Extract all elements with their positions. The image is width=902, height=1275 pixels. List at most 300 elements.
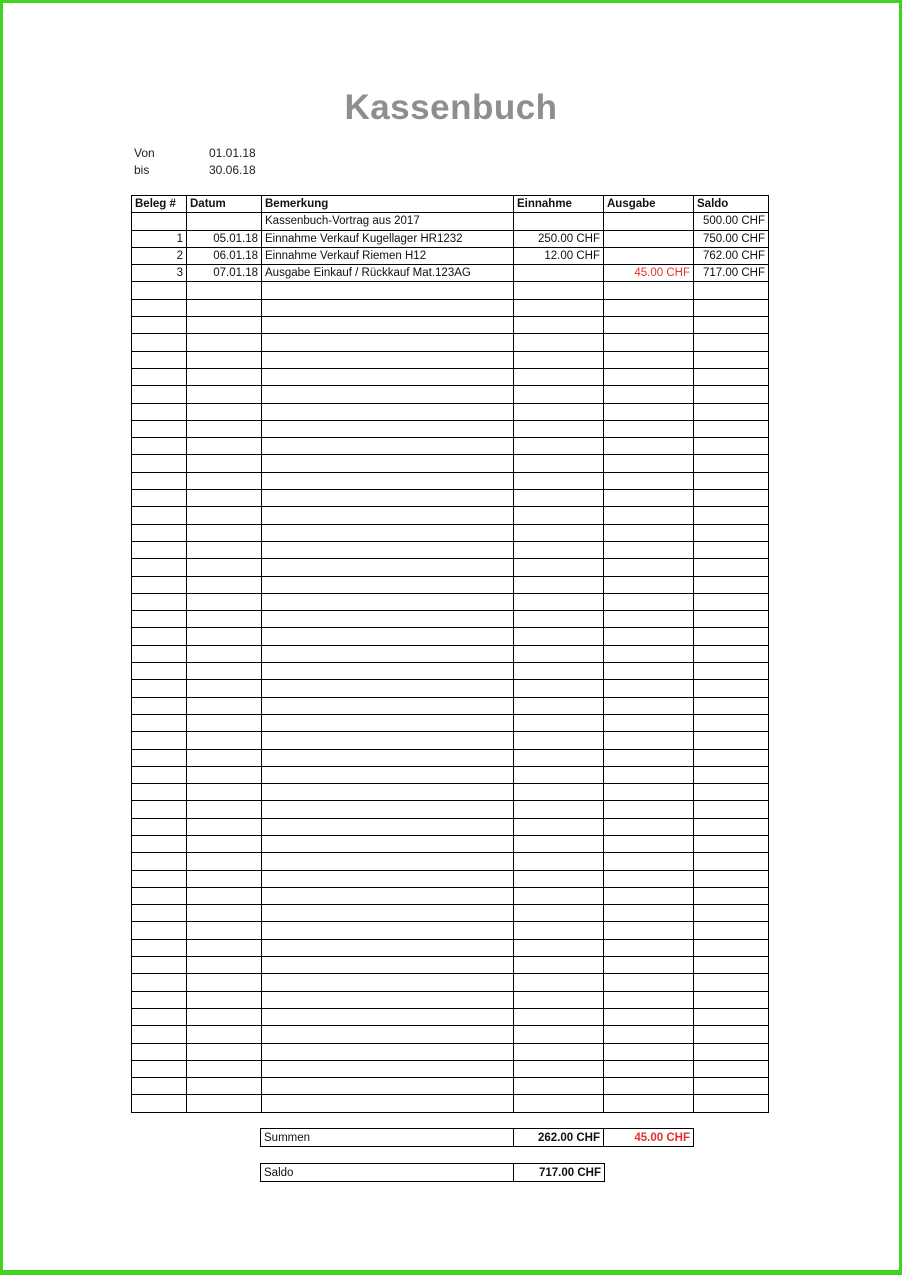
empty-cell	[132, 922, 187, 939]
empty-cell	[514, 472, 604, 489]
empty-cell	[694, 853, 769, 870]
period-from-label: Von	[134, 146, 155, 160]
empty-cell	[694, 922, 769, 939]
empty-cell	[262, 299, 514, 316]
empty-cell	[262, 1095, 514, 1112]
empty-cell	[262, 801, 514, 818]
empty-cell	[187, 784, 262, 801]
empty-cell	[132, 334, 187, 351]
empty-cell	[262, 1026, 514, 1043]
empty-cell	[514, 870, 604, 887]
empty-cell	[604, 386, 694, 403]
empty-cell	[132, 507, 187, 524]
saldo-row	[261, 1164, 605, 1182]
empty-cell	[132, 472, 187, 489]
empty-cell	[132, 870, 187, 887]
table-row	[132, 213, 769, 230]
page-title: Kassenbuch	[344, 88, 558, 127]
empty-table-row	[132, 870, 769, 887]
empty-cell	[187, 1060, 262, 1077]
empty-cell	[132, 628, 187, 645]
empty-cell	[262, 438, 514, 455]
empty-cell	[694, 1078, 769, 1095]
header-beleg: Beleg #	[132, 196, 187, 213]
empty-cell	[262, 1060, 514, 1077]
empty-cell	[604, 870, 694, 887]
empty-table-row	[132, 455, 769, 472]
summen-ausgabe: 45.00 CHF	[604, 1129, 694, 1147]
empty-cell	[132, 317, 187, 334]
cell-beleg: 2	[132, 247, 187, 264]
empty-cell	[132, 784, 187, 801]
empty-cell	[694, 835, 769, 852]
empty-table-row	[132, 818, 769, 835]
empty-cell	[187, 939, 262, 956]
empty-cell	[187, 853, 262, 870]
empty-cell	[604, 438, 694, 455]
empty-cell	[694, 732, 769, 749]
empty-cell	[604, 749, 694, 766]
empty-table-row	[132, 835, 769, 852]
empty-cell	[132, 974, 187, 991]
cell-bemerkung: Einnahme Verkauf Riemen H12	[262, 247, 514, 264]
empty-cell	[604, 472, 694, 489]
empty-cell	[262, 749, 514, 766]
empty-cell	[187, 351, 262, 368]
empty-cell	[262, 420, 514, 437]
empty-table-row	[132, 766, 769, 783]
saldo-table	[260, 1163, 605, 1182]
empty-cell	[694, 628, 769, 645]
empty-cell	[262, 317, 514, 334]
empty-cell	[604, 939, 694, 956]
empty-table-row	[132, 939, 769, 956]
empty-cell	[187, 386, 262, 403]
empty-cell	[694, 1026, 769, 1043]
empty-cell	[694, 472, 769, 489]
empty-cell	[694, 611, 769, 628]
empty-table-row	[132, 593, 769, 610]
empty-cell	[604, 680, 694, 697]
empty-cell	[262, 386, 514, 403]
empty-table-row	[132, 507, 769, 524]
table-row	[132, 230, 769, 247]
empty-cell	[604, 351, 694, 368]
empty-cell	[187, 663, 262, 680]
empty-cell	[187, 887, 262, 904]
empty-table-row	[132, 905, 769, 922]
empty-cell	[187, 957, 262, 974]
empty-cell	[514, 714, 604, 731]
empty-cell	[187, 334, 262, 351]
empty-cell	[132, 766, 187, 783]
empty-cell	[132, 403, 187, 420]
empty-cell	[187, 905, 262, 922]
empty-cell	[187, 541, 262, 558]
empty-cell	[604, 593, 694, 610]
period-to-value: 30.06.18	[209, 163, 256, 177]
cell-datum: 06.01.18	[187, 247, 262, 264]
empty-cell	[514, 697, 604, 714]
empty-cell	[187, 974, 262, 991]
empty-table-row	[132, 853, 769, 870]
empty-cell	[262, 524, 514, 541]
empty-table-row	[132, 645, 769, 662]
empty-cell	[694, 1095, 769, 1112]
empty-table-row	[132, 991, 769, 1008]
empty-cell	[187, 490, 262, 507]
empty-cell	[514, 991, 604, 1008]
empty-cell	[262, 645, 514, 662]
empty-table-row	[132, 957, 769, 974]
empty-cell	[514, 334, 604, 351]
empty-table-row	[132, 784, 769, 801]
empty-cell	[262, 784, 514, 801]
empty-cell	[604, 559, 694, 576]
empty-cell	[262, 818, 514, 835]
cell-datum: 05.01.18	[187, 230, 262, 247]
empty-cell	[604, 455, 694, 472]
empty-cell	[694, 818, 769, 835]
empty-cell	[132, 541, 187, 558]
empty-cell	[262, 714, 514, 731]
empty-cell	[262, 1008, 514, 1025]
empty-cell	[604, 766, 694, 783]
empty-cell	[694, 939, 769, 956]
empty-cell	[187, 1095, 262, 1112]
empty-table-row	[132, 403, 769, 420]
empty-cell	[694, 680, 769, 697]
empty-cell	[262, 939, 514, 956]
empty-cell	[604, 524, 694, 541]
empty-table-row	[132, 922, 769, 939]
empty-cell	[132, 559, 187, 576]
empty-cell	[604, 490, 694, 507]
empty-cell	[132, 438, 187, 455]
empty-cell	[262, 991, 514, 1008]
cell-ausgabe	[604, 230, 694, 247]
empty-cell	[604, 714, 694, 731]
summen-table	[260, 1128, 694, 1147]
cell-saldo: 762.00 CHF	[694, 247, 769, 264]
empty-table-row	[132, 490, 769, 507]
empty-cell	[694, 663, 769, 680]
ledger-table	[131, 195, 769, 1113]
empty-cell	[604, 1008, 694, 1025]
empty-cell	[187, 282, 262, 299]
empty-cell	[262, 403, 514, 420]
empty-cell	[694, 317, 769, 334]
empty-cell	[694, 559, 769, 576]
period-to-label: bis	[134, 163, 150, 177]
empty-cell	[604, 853, 694, 870]
empty-cell	[187, 801, 262, 818]
empty-cell	[694, 490, 769, 507]
empty-cell	[262, 905, 514, 922]
empty-cell	[514, 732, 604, 749]
empty-cell	[514, 386, 604, 403]
empty-cell	[514, 317, 604, 334]
empty-cell	[604, 784, 694, 801]
empty-cell	[262, 1078, 514, 1095]
empty-cell	[514, 576, 604, 593]
empty-cell	[187, 835, 262, 852]
empty-cell	[187, 870, 262, 887]
empty-cell	[262, 732, 514, 749]
empty-cell	[187, 714, 262, 731]
empty-cell	[694, 1043, 769, 1060]
empty-cell	[694, 455, 769, 472]
empty-cell	[187, 559, 262, 576]
empty-cell	[604, 1026, 694, 1043]
empty-cell	[187, 818, 262, 835]
empty-cell	[132, 732, 187, 749]
cell-ausgabe	[604, 213, 694, 230]
empty-cell	[262, 611, 514, 628]
cell-einnahme	[514, 265, 604, 282]
empty-cell	[262, 455, 514, 472]
empty-cell	[604, 663, 694, 680]
empty-table-row	[132, 1095, 769, 1112]
ledger-body	[132, 196, 769, 1113]
empty-cell	[262, 697, 514, 714]
empty-table-row	[132, 714, 769, 731]
empty-table-row	[132, 524, 769, 541]
empty-cell	[187, 1078, 262, 1095]
empty-cell	[694, 766, 769, 783]
empty-cell	[262, 507, 514, 524]
empty-cell	[514, 957, 604, 974]
empty-cell	[514, 1060, 604, 1077]
empty-cell	[604, 991, 694, 1008]
empty-cell	[694, 749, 769, 766]
empty-cell	[514, 1078, 604, 1095]
empty-cell	[514, 887, 604, 904]
empty-cell	[514, 593, 604, 610]
empty-table-row	[132, 1043, 769, 1060]
empty-table-row	[132, 628, 769, 645]
empty-table-row	[132, 680, 769, 697]
empty-table-row	[132, 749, 769, 766]
empty-cell	[132, 835, 187, 852]
empty-table-row	[132, 438, 769, 455]
empty-cell	[604, 697, 694, 714]
empty-cell	[132, 490, 187, 507]
empty-cell	[132, 1008, 187, 1025]
empty-table-row	[132, 299, 769, 316]
cell-beleg	[132, 213, 187, 230]
empty-cell	[132, 1078, 187, 1095]
empty-cell	[187, 766, 262, 783]
empty-table-row	[132, 611, 769, 628]
empty-cell	[132, 905, 187, 922]
empty-cell	[132, 957, 187, 974]
empty-cell	[604, 1043, 694, 1060]
empty-cell	[262, 887, 514, 904]
cell-beleg: 3	[132, 265, 187, 282]
cell-datum	[187, 213, 262, 230]
empty-cell	[187, 922, 262, 939]
empty-cell	[262, 922, 514, 939]
cell-datum: 07.01.18	[187, 265, 262, 282]
empty-table-row	[132, 334, 769, 351]
empty-table-row	[132, 1008, 769, 1025]
empty-cell	[604, 835, 694, 852]
empty-cell	[604, 645, 694, 662]
empty-cell	[604, 974, 694, 991]
empty-cell	[262, 680, 514, 697]
empty-table-row	[132, 697, 769, 714]
empty-cell	[262, 282, 514, 299]
empty-cell	[514, 766, 604, 783]
empty-cell	[604, 334, 694, 351]
summen-row	[261, 1129, 694, 1147]
table-header-row	[132, 196, 769, 213]
empty-cell	[604, 818, 694, 835]
empty-cell	[262, 853, 514, 870]
empty-table-row	[132, 559, 769, 576]
empty-cell	[187, 628, 262, 645]
empty-cell	[262, 576, 514, 593]
empty-cell	[604, 922, 694, 939]
empty-cell	[132, 749, 187, 766]
empty-cell	[694, 957, 769, 974]
empty-cell	[514, 490, 604, 507]
cell-saldo: 500.00 CHF	[694, 213, 769, 230]
empty-cell	[694, 524, 769, 541]
empty-cell	[694, 368, 769, 385]
empty-cell	[187, 368, 262, 385]
empty-cell	[514, 1008, 604, 1025]
cell-einnahme	[514, 213, 604, 230]
cell-ausgabe	[604, 247, 694, 264]
empty-cell	[604, 368, 694, 385]
empty-cell	[514, 438, 604, 455]
empty-cell	[514, 541, 604, 558]
empty-cell	[604, 541, 694, 558]
empty-cell	[262, 334, 514, 351]
empty-cell	[132, 368, 187, 385]
empty-cell	[262, 766, 514, 783]
period-from-value: 01.01.18	[209, 146, 256, 160]
empty-cell	[262, 974, 514, 991]
empty-table-row	[132, 576, 769, 593]
empty-cell	[604, 282, 694, 299]
empty-cell	[187, 403, 262, 420]
empty-cell	[694, 420, 769, 437]
empty-cell	[187, 1043, 262, 1060]
empty-cell	[132, 680, 187, 697]
empty-cell	[132, 524, 187, 541]
empty-cell	[262, 541, 514, 558]
empty-cell	[604, 420, 694, 437]
empty-cell	[132, 1060, 187, 1077]
cell-einnahme: 12.00 CHF	[514, 247, 604, 264]
empty-table-row	[132, 801, 769, 818]
empty-cell	[132, 887, 187, 904]
empty-cell	[514, 680, 604, 697]
header-bemerkung: Bemerkung	[262, 196, 514, 213]
empty-table-row	[132, 351, 769, 368]
empty-cell	[694, 645, 769, 662]
empty-cell	[132, 611, 187, 628]
empty-cell	[187, 697, 262, 714]
empty-cell	[694, 438, 769, 455]
empty-cell	[514, 818, 604, 835]
header-ausgabe: Ausgabe	[604, 196, 694, 213]
empty-cell	[694, 974, 769, 991]
empty-table-row	[132, 472, 769, 489]
cell-ausgabe: 45.00 CHF	[604, 265, 694, 282]
cell-bemerkung: Ausgabe Einkauf / Rückkauf Mat.123AG	[262, 265, 514, 282]
empty-cell	[514, 1043, 604, 1060]
empty-cell	[694, 905, 769, 922]
empty-cell	[187, 1026, 262, 1043]
empty-cell	[187, 507, 262, 524]
empty-cell	[694, 299, 769, 316]
empty-cell	[187, 420, 262, 437]
empty-table-row	[132, 732, 769, 749]
empty-cell	[694, 351, 769, 368]
empty-cell	[262, 957, 514, 974]
empty-cell	[132, 663, 187, 680]
empty-cell	[604, 905, 694, 922]
empty-cell	[514, 1095, 604, 1112]
empty-cell	[514, 749, 604, 766]
cell-saldo: 717.00 CHF	[694, 265, 769, 282]
empty-cell	[132, 645, 187, 662]
empty-cell	[132, 1043, 187, 1060]
empty-cell	[604, 628, 694, 645]
empty-cell	[514, 403, 604, 420]
empty-cell	[604, 507, 694, 524]
empty-cell	[262, 663, 514, 680]
empty-cell	[187, 749, 262, 766]
empty-cell	[514, 1026, 604, 1043]
empty-cell	[262, 351, 514, 368]
empty-cell	[694, 386, 769, 403]
empty-cell	[604, 1060, 694, 1077]
empty-cell	[604, 1078, 694, 1095]
empty-cell	[132, 420, 187, 437]
empty-cell	[604, 957, 694, 974]
empty-cell	[514, 784, 604, 801]
empty-table-row	[132, 974, 769, 991]
empty-cell	[187, 645, 262, 662]
empty-cell	[514, 974, 604, 991]
cell-beleg: 1	[132, 230, 187, 247]
empty-cell	[514, 645, 604, 662]
empty-cell	[262, 472, 514, 489]
empty-table-row	[132, 1078, 769, 1095]
empty-cell	[694, 1060, 769, 1077]
empty-table-row	[132, 368, 769, 385]
empty-cell	[132, 576, 187, 593]
empty-cell	[187, 317, 262, 334]
empty-cell	[262, 368, 514, 385]
cell-einnahme: 250.00 CHF	[514, 230, 604, 247]
table-row	[132, 247, 769, 264]
empty-cell	[694, 403, 769, 420]
empty-cell	[604, 887, 694, 904]
empty-cell	[694, 334, 769, 351]
empty-cell	[514, 939, 604, 956]
empty-cell	[514, 455, 604, 472]
empty-cell	[604, 317, 694, 334]
empty-cell	[262, 1043, 514, 1060]
empty-cell	[187, 732, 262, 749]
empty-table-row	[132, 887, 769, 904]
